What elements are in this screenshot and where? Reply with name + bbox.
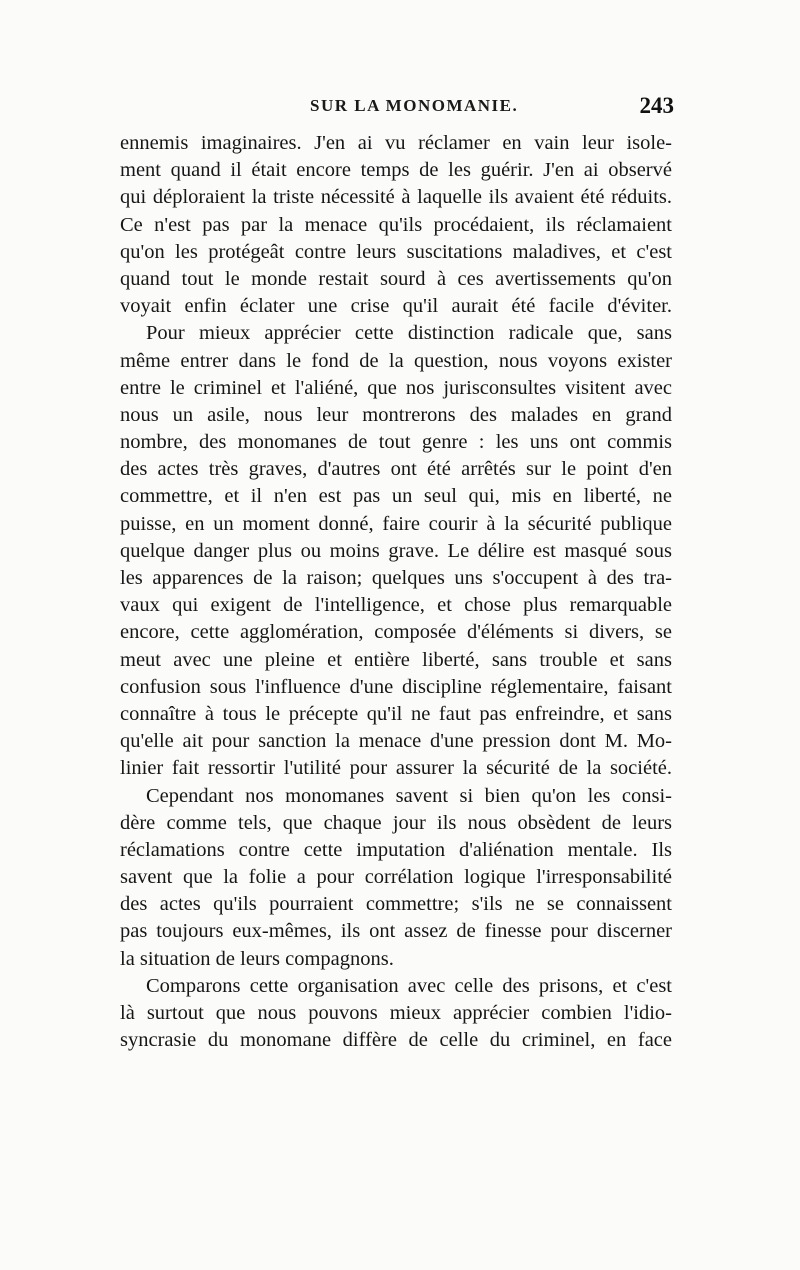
text-line: linier fait ressortir l'utilité pour assurer la sécurité de la société. [120,757,672,780]
text-line: Comparons cette organisation avec celle des prisons, et c'est [146,974,672,997]
page-header [120,93,682,126]
text-line: savent que la folie a pour corrélation logique l'irresponsabilité [120,866,672,889]
text-line: les apparences de la raison; quelques uns s'occupent à des tra- [120,567,672,589]
text-line: quelque danger plus ou moins grave. Le délire est masqué sous [120,539,672,562]
text-line: Pour mieux apprécier cette distinction radicale que, sans [146,322,672,345]
text-line: là surtout que nous pouvons mieux apprécier combien l'idio- [120,1002,672,1024]
running-title: SUR LA MONOMANIE. [310,96,519,115]
text-line: même entrer dans le fond de la question, nous voyons exister [120,349,672,372]
body-text [120,130,672,1054]
text-line: quand tout le monde restait sourd à ces avertissements qu'on [120,267,672,290]
text-line: qui déploraient la triste nécessité à laquelle ils avaient été réduits. [120,186,672,209]
text-line: dère comme tels, que chaque jour ils nous obsèdent de leurs [120,811,672,834]
text-line: Ce n'est pas par la menace qu'ils procédaient, ils réclamaient [120,213,672,236]
text-line: nombre, des monomanes de tout genre : les uns ont commis [120,431,672,454]
text-line: connaître à tous le précepte qu'il ne faut pas enfreindre, et sans [120,702,672,725]
text-line: des actes très graves, d'autres ont été arrêtés sur le point d'en [120,458,672,481]
text-line: ennemis imaginaires. J'en ai vu réclamer en vain leur isole- [120,132,672,154]
page-number: 243 [639,93,674,118]
text-line: confusion sous l'influence d'une discipline réglementaire, faisant [120,675,672,698]
text-line: puisse, en un moment donné, faire courir à la sécurité publique [120,512,672,535]
text-line: qu'elle ait pour sanction la menace d'une pression dont M. Mo- [120,730,672,753]
text-line: syncrasie du monomane diffère de celle du criminel, en face [120,1029,672,1052]
text-line: pas toujours eux-mêmes, ils ont assez de finesse pour discerner [120,920,672,943]
text-line: la situation de leurs compagnons. [120,947,394,970]
text-line: commettre, et il n'en est pas un seul qui, mis en liberté, ne [120,485,672,508]
text-line: vaux qui exigent de l'intelligence, et chose plus remarquable [120,594,672,617]
text-line: ment quand il était encore temps de les guérir. J'en ai observé [120,159,672,182]
text-line: entre le criminel et l'aliéné, que nos jurisconsultes visitent avec [120,376,672,399]
text-line: voyait enfin éclater une crise qu'il aurait été facile d'éviter. [120,295,672,318]
text-line: Cependant nos monomanes savent si bien qu'on les consi- [146,784,672,807]
text-line: des actes qu'ils pourraient commettre; s'ils ne se connaissent [120,893,672,916]
text-line: meut avec une pleine et entière liberté, sans trouble et sans [120,648,672,671]
text-line: qu'on les protégeât contre leurs suscitations maladives, et c'est [120,240,672,263]
text-line: nous un asile, nous leur montrerons des malades en grand [120,403,672,426]
text-line: réclamations contre cette imputation d'aliénation mentale. Ils [120,838,672,861]
text-line: encore, cette agglomération, composée d'éléments si divers, se [120,621,672,644]
